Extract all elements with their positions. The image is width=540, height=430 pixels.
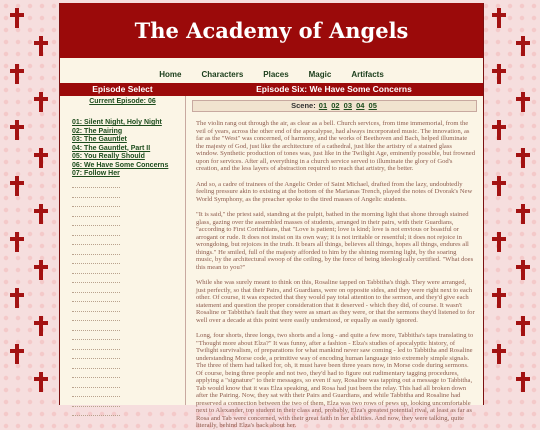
story-paragraph: Long, four shorts, three longs, two shorts and a long - and quite a few more, Tabbitha's taps translating to "Thought more about Elza?" It was funny, after a fashion - Elza's studies of apocalyptic history, of Twilight survivalism, of preparations for what mankind never saw coming - led to Tabbitha and Rosaline understanding Morse code, a primitive way of encoding human language into extremely simple signals. The three of them had talked for, oh, it must have been three years now, in Morse code during sermons. Of course, being three people and not two, they'd had to figure out rudimentary tagging procedures, applying a "signature" to their messages, so even if say, Rosaline was tapping out a message to Tabbitha, Tab would know that it was Elza speaking, and Rosa had just been the relay. This had all broken down after the Pairing. Now, they sat with their Pairs and Guardians, and while Tabbitha and Rosaline had preserved a connection between the two of them, Elza was two rows of pews up, looking uncomfortable next to Alexander, top student in their class and, probably, Elza's greatest potential rival, at least as far as Rosa and Tab were concerned, with their great faith in her abilities. And now, they were talking, quite literally, behind Elza's back about her. [196, 332, 474, 429]
empty-episode-slot [72, 283, 120, 293]
episode-sidebar [60, 96, 186, 405]
empty-episode-slot [72, 331, 120, 341]
empty-episode-slot [72, 255, 120, 265]
main-nav [60, 63, 483, 85]
cross-icon [492, 120, 506, 140]
cross-icon [10, 120, 24, 140]
empty-episode-slot [72, 388, 120, 398]
empty-episode-slot [72, 226, 120, 236]
scene-link-04[interactable]: 04 [356, 101, 365, 110]
story-paragraph: "It is said," the priest said, standing at the pulpit, bathed in the morning light that shone through stained glass, gazing over the assembled masses of students, arranged in their pairs, with their Guardians, "according to First Corinthians, that "Love is patient; love is kind; love is not envious or boastful or arrogant or rude. It does not insist on its own way; it is not irritable or resentful; it does not rejoice in wrongdoing, but rejoices in the truth. It bears all things, believes all things, hopes all things, endures all things." He smiled, full of the majesty afforded to him by the shining morning light, by the soaring music, by the architectural swoop of the ceiling, by the force of being ideologically certified. "What does this mean to you?" [196, 211, 474, 271]
episode-header: Episode Six: We Have Some Concerns [256, 84, 412, 94]
nav-home[interactable]: Home [159, 69, 182, 79]
empty-episode-slot [72, 245, 120, 255]
story-paragraph: And so, a cadre of trainees of the Angelic Order of Saint Michael, drafted from the lazy, undoubtedly feeling pressure akin to existing at the bottom of the Marianas Trench, played the notes of Dvorak's New World Symphony, as the preacher spoke to the tired masses of Angelic students. [196, 180, 473, 203]
current-episode-link[interactable]: Current Episode: 06 [89, 98, 156, 105]
cross-icon [10, 232, 24, 252]
cross-icon [492, 232, 506, 252]
story-paragraph: While she was surely meant to think on this, Rosaline tapped on Tabbitha's thigh. They were arranged, just perfectly, so that their Pairs, and Guardians, were on opposite sides, and they were right next to each other. Of course, it was expected that they would pay total attention to the sermon, and they'd give each statement and question the proper consideration that it deserved - which they did, of course. It wasn't Rosaline or Tabbitha's fault that they were as smart as they were, or that the sermons they'd listened to for well over a decade at this point were easily understood, or equally as easily ignored. [196, 279, 475, 324]
empty-episode-slot [72, 407, 120, 417]
cross-icon [34, 36, 48, 56]
story-content [186, 96, 483, 429]
story-text [196, 120, 475, 430]
cross-icon [492, 64, 506, 84]
cross-icon [516, 148, 530, 168]
episode-link-02[interactable]: 02: The Pairing [72, 127, 123, 135]
scene-link-05[interactable]: 05 [368, 101, 377, 110]
empty-episode-slot [72, 302, 120, 312]
cross-icon [492, 344, 506, 364]
cross-icon [34, 148, 48, 168]
cross-icon [10, 8, 24, 28]
episode-link-06[interactable]: 06: We Have Some Concerns [72, 161, 169, 169]
scene-link-02[interactable]: 02 [331, 101, 340, 110]
page-frame [59, 3, 484, 429]
nav-magic[interactable]: Magic [308, 69, 332, 79]
site-banner [60, 3, 483, 58]
cross-icon [34, 372, 48, 392]
cross-icon [10, 64, 24, 84]
empty-episode-slot [72, 378, 120, 388]
empty-episode-slot [72, 188, 120, 198]
cross-icon [10, 288, 24, 308]
empty-episode-slot [72, 264, 120, 274]
sidebar-header: Episode Select [92, 84, 153, 94]
nav-artifacts[interactable]: Artifacts [351, 69, 384, 79]
empty-episode-slot [72, 274, 120, 284]
cross-icon [34, 316, 48, 336]
cross-icon [10, 176, 24, 196]
empty-episode-slot [72, 350, 120, 360]
column-headers [60, 83, 483, 96]
empty-episode-slot [72, 217, 120, 227]
cross-icon [516, 316, 530, 336]
scene-link-01[interactable]: 01 [318, 101, 328, 110]
cross-icon [516, 372, 530, 392]
cross-icon [34, 260, 48, 280]
cross-icon [492, 8, 506, 28]
episode-link-04[interactable]: 04: The Gauntlet, Part II [72, 144, 151, 152]
empty-episode-slot [72, 198, 120, 208]
empty-episode-slot [72, 293, 120, 303]
cross-icon [516, 36, 530, 56]
episode-list [72, 119, 185, 179]
site-title: The Academy of Angels [134, 18, 409, 43]
cross-icon [34, 204, 48, 224]
empty-episode-slot [72, 179, 120, 189]
cross-icon [492, 288, 506, 308]
episode-link-05[interactable]: 05: You Really Should [72, 153, 145, 160]
cross-icon [10, 344, 24, 364]
empty-episode-slot [72, 369, 120, 379]
empty-episode-slot [72, 359, 120, 369]
episode-placeholder-list [60, 179, 185, 417]
cross-icon [34, 92, 48, 112]
scene-link-03[interactable]: 03 [343, 101, 353, 110]
scene-label: Scene: [291, 101, 316, 110]
episode-link-01[interactable]: 01: Silent Night, Holy Night [72, 119, 162, 126]
empty-episode-slot [72, 312, 120, 322]
cross-icon [516, 92, 530, 112]
cross-icon [516, 204, 530, 224]
empty-episode-slot [72, 340, 120, 350]
nav-places[interactable]: Places [263, 69, 289, 79]
nav-characters[interactable]: Characters [201, 69, 244, 79]
empty-episode-slot [72, 236, 120, 246]
empty-episode-slot [72, 397, 120, 407]
scene-selector [192, 100, 477, 112]
story-paragraph: The violin rang out through the air, as clear as a bell. Church services, from time immemorial, from the veil of years, across the other end of the apocalypse, had always incorporated music. The innovation, as far as the "West" was concerned, of harmony, and the works of Beethoven and Bach, helped illuminate the majesty of God, just like the architecture of a cathedral, just like the artistry of a stained glass window. Synthetic production of tones was, just like in the Twilight Age, eminently possible, but frowned upon for services. After all, everything in a church service served to illuminate the glory of God's creation, and the less layers of abstraction required to reach that artistry, the better. [196, 120, 476, 172]
cross-icon [492, 176, 506, 196]
cross-icon [516, 260, 530, 280]
empty-episode-slot [72, 321, 120, 331]
episode-link-07[interactable]: 07: Follow Her [72, 170, 120, 177]
episode-link-03[interactable]: 03: The Gauntlet [72, 136, 127, 143]
empty-episode-slot [72, 207, 120, 217]
